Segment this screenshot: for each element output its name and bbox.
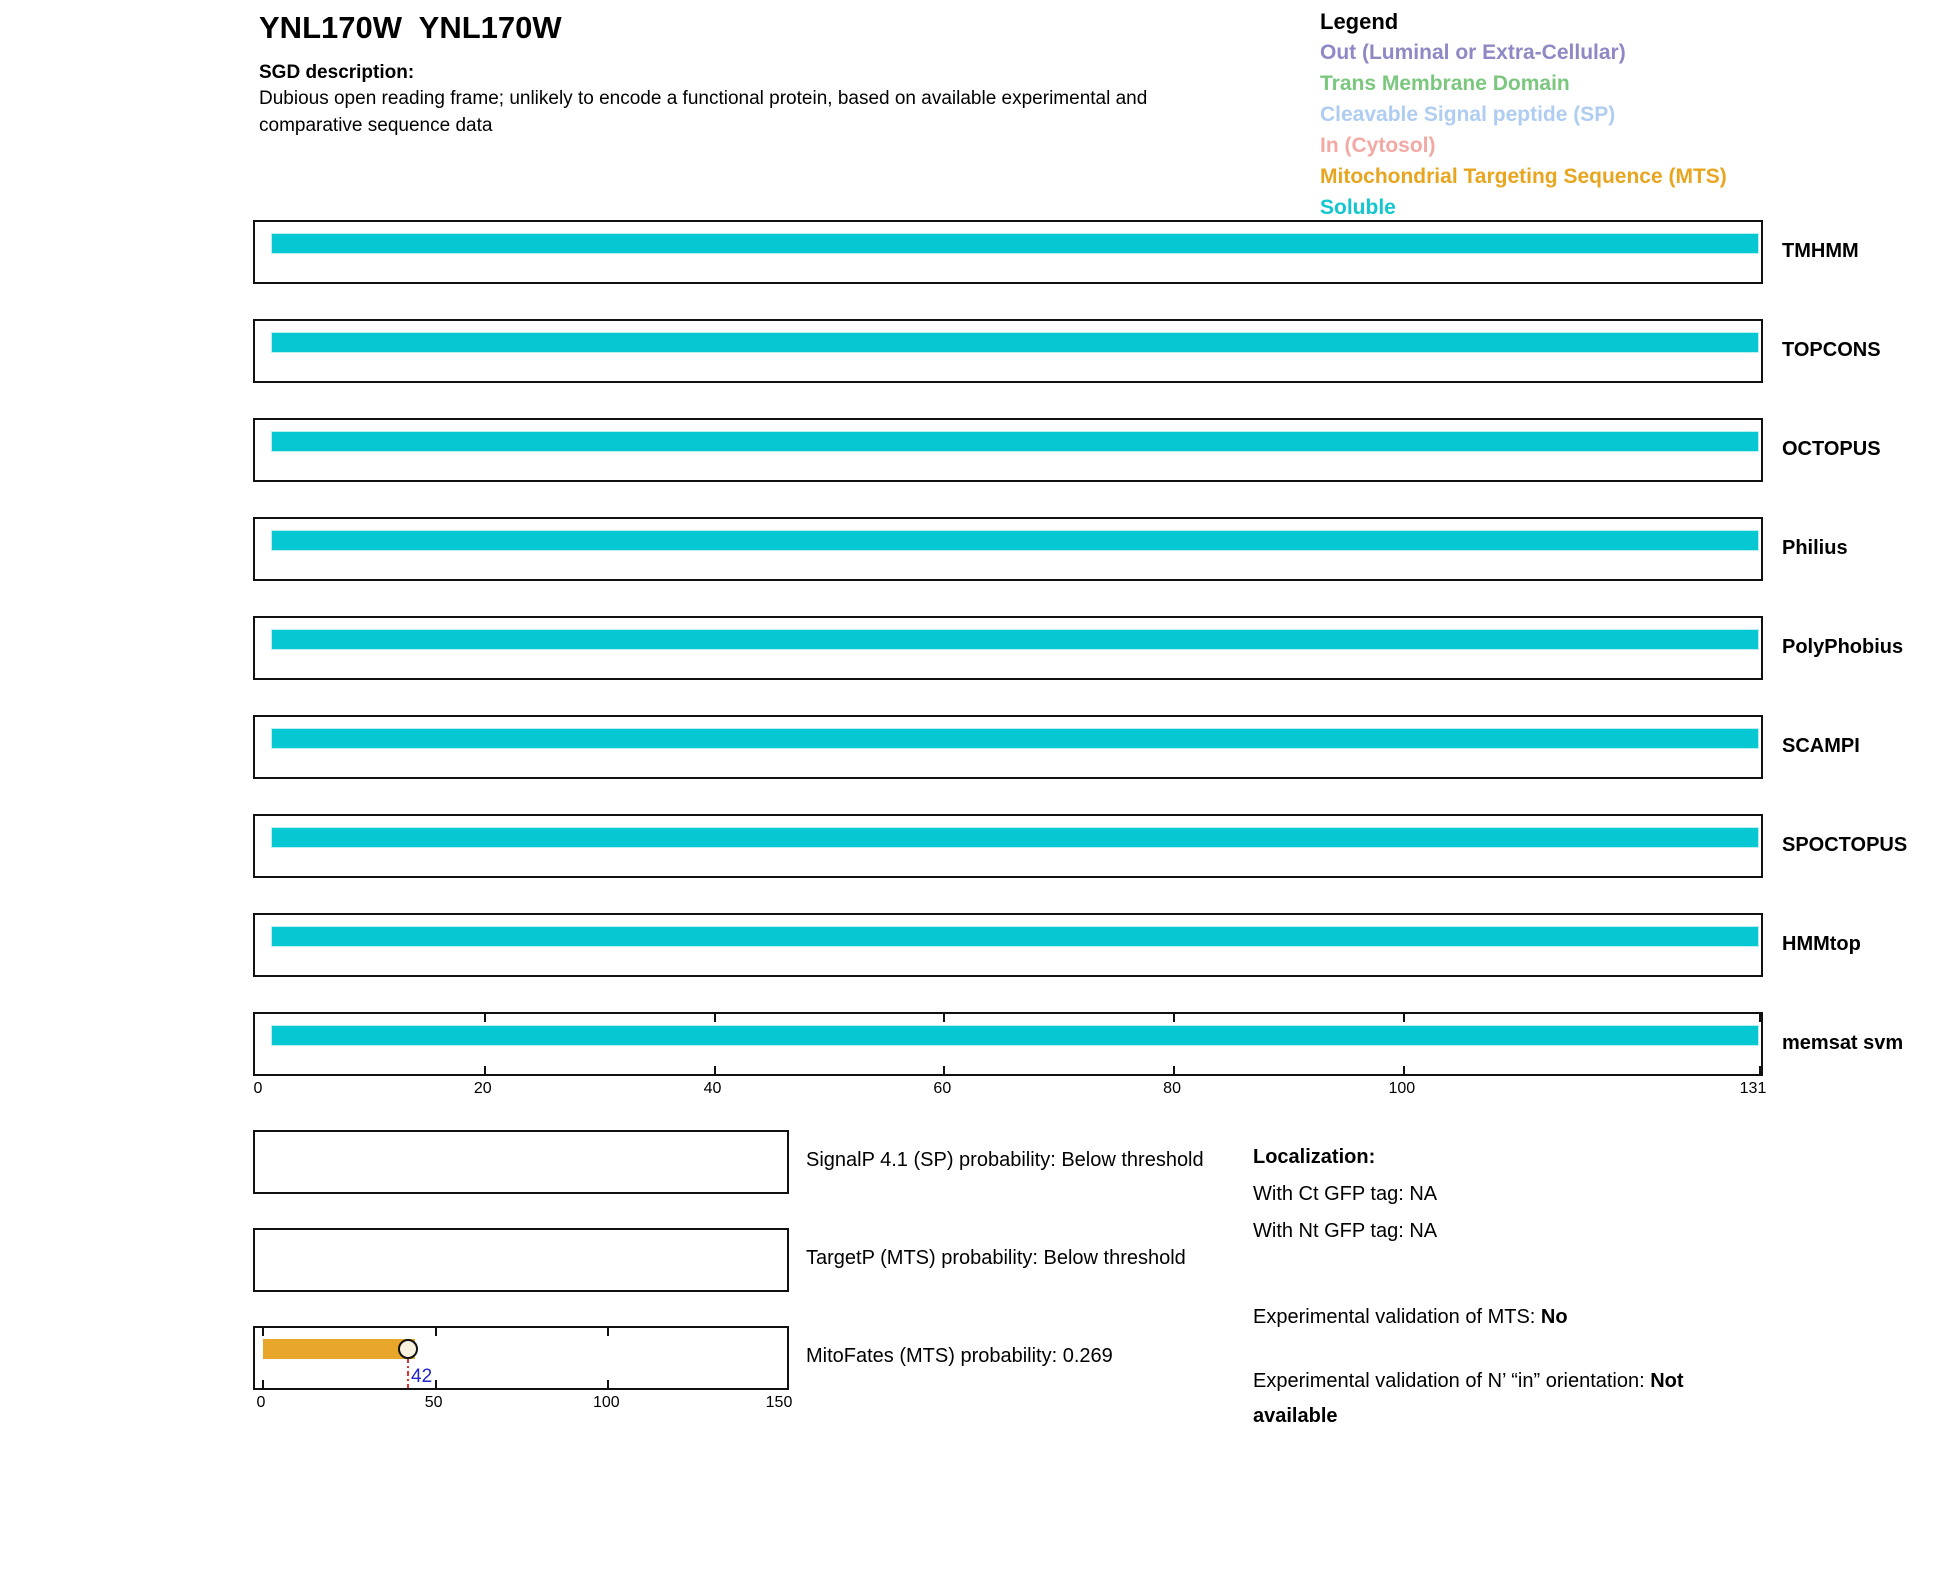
track-box	[253, 814, 1763, 878]
legend-item: Trans Membrane Domain	[1320, 72, 1570, 95]
page-title: YNL170W YNL170W	[259, 10, 562, 45]
cleavage-site-label: 42	[411, 1366, 433, 1387]
sgd-description-label: SGD description:	[259, 62, 415, 83]
experimental-validation-nin	[1253, 1364, 1731, 1434]
axis-tick-label: 20	[473, 1080, 492, 1097]
axis-tick-mark	[943, 1014, 945, 1022]
prediction-segment-soluble	[271, 233, 1759, 254]
track-label: SCAMPI	[1782, 735, 1860, 757]
legend	[1320, 6, 1727, 223]
legend-item: Out (Luminal or Extra-Cellular)	[1320, 41, 1626, 64]
probability-box	[253, 1326, 789, 1390]
mitofates-axis-label: 0	[256, 1394, 266, 1411]
axis-tick-label: 100	[1388, 1080, 1416, 1097]
axis-tick-mark	[714, 1014, 716, 1022]
track-label: memsat svm	[1782, 1032, 1904, 1054]
track-label: PolyPhobius	[1782, 636, 1904, 658]
legend-item: Cleavable Signal peptide (SP)	[1320, 103, 1616, 126]
mitofates-tick-mark	[262, 1328, 264, 1336]
track-box	[253, 715, 1763, 779]
legend-item: In (Cytosol)	[1320, 134, 1436, 157]
prediction-segment-soluble	[271, 1025, 1759, 1046]
sgd-description-text: Dubious open reading frame; unlikely to encode a functional protein, based on available experimental and comparative sequence data	[259, 88, 1148, 136]
track-label: SPOCTOPUS	[1782, 834, 1908, 856]
legend-item: Soluble	[1320, 196, 1396, 219]
axis-tick-mark	[1759, 1066, 1761, 1074]
track-label: HMMtop	[1782, 933, 1861, 955]
prediction-segment-soluble	[271, 926, 1759, 947]
cleavage-site-marker	[398, 1339, 418, 1359]
legend-title: Legend	[1320, 9, 1399, 34]
cleavage-line	[407, 1358, 409, 1388]
track-box	[253, 319, 1763, 383]
axis-tick-label: 80	[1163, 1080, 1181, 1097]
localization-heading: Localization:	[1253, 1146, 1376, 1168]
prediction-segment-soluble	[271, 332, 1759, 353]
experimental-validation-mts-value: No	[1540, 1306, 1568, 1328]
legend-item: Mitochondrial Targeting Sequence (MTS)	[1320, 165, 1727, 188]
axis-tick-mark	[484, 1014, 486, 1022]
track-label: TMHMM	[1782, 240, 1859, 262]
axis-tick-mark	[1759, 1014, 1761, 1022]
experimental-validation-nin-value: Not available	[1253, 1370, 1684, 1427]
track-label: OCTOPUS	[1782, 438, 1881, 460]
track-box	[253, 1012, 1763, 1076]
localization-ct-gfp: With Ct GFP tag: NA	[1253, 1183, 1438, 1205]
legend-items	[1320, 37, 1727, 223]
mitofates-axis-label: 150	[765, 1394, 793, 1411]
axis-tick-mark	[1403, 1014, 1405, 1022]
track-box	[253, 220, 1763, 284]
mitofates-tick-mark	[435, 1380, 437, 1388]
axis-tick-mark	[943, 1066, 945, 1074]
experimental-validation-mts-prefix: Experimental validation of MTS:	[1253, 1306, 1541, 1328]
probability-label: TargetP (MTS) probability: Below threshold	[806, 1247, 1186, 1269]
track-box	[253, 517, 1763, 581]
axis-tick-mark	[1173, 1014, 1175, 1022]
localization-nt-gfp: With Nt GFP tag: NA	[1253, 1220, 1438, 1242]
track-box	[253, 616, 1763, 680]
probability-label: SignalP 4.1 (SP) probability: Below threshold	[806, 1149, 1204, 1171]
mitofates-tick-mark	[435, 1328, 437, 1336]
track-label: TOPCONS	[1782, 339, 1881, 361]
mts-probability-bar	[263, 1339, 415, 1359]
prediction-segment-soluble	[271, 530, 1759, 551]
track-box	[253, 913, 1763, 977]
experimental-validation-nin-prefix: Experimental validation of N’ “in” orientation:	[1253, 1370, 1651, 1392]
mitofates-axis-label: 100	[592, 1394, 620, 1411]
prediction-segment-soluble	[271, 827, 1759, 848]
mitofates-axis-label: 50	[424, 1394, 443, 1411]
axis-tick-label: 131	[1739, 1080, 1767, 1097]
mitofates-tick-mark	[262, 1380, 264, 1388]
track-box	[253, 418, 1763, 482]
probability-label: MitoFates (MTS) probability: 0.269	[806, 1345, 1113, 1367]
track-label: Philius	[1782, 537, 1848, 559]
prediction-segment-soluble	[271, 629, 1759, 650]
axis-tick-label: 0	[253, 1080, 263, 1097]
prediction-segment-soluble	[271, 728, 1759, 749]
axis-tick-mark	[714, 1066, 716, 1074]
axis-tick-mark	[484, 1066, 486, 1074]
mitofates-tick-mark	[607, 1380, 609, 1388]
mitofates-tick-mark	[607, 1328, 609, 1336]
axis-tick-mark	[1173, 1066, 1175, 1074]
probability-box	[253, 1130, 789, 1194]
axis-tick-label: 40	[703, 1080, 722, 1097]
axis-tick-mark	[1403, 1066, 1405, 1074]
probability-box	[253, 1228, 789, 1292]
prediction-segment-soluble	[271, 431, 1759, 452]
axis-tick-label: 60	[933, 1080, 952, 1097]
experimental-validation-mts	[1253, 1306, 1568, 1329]
